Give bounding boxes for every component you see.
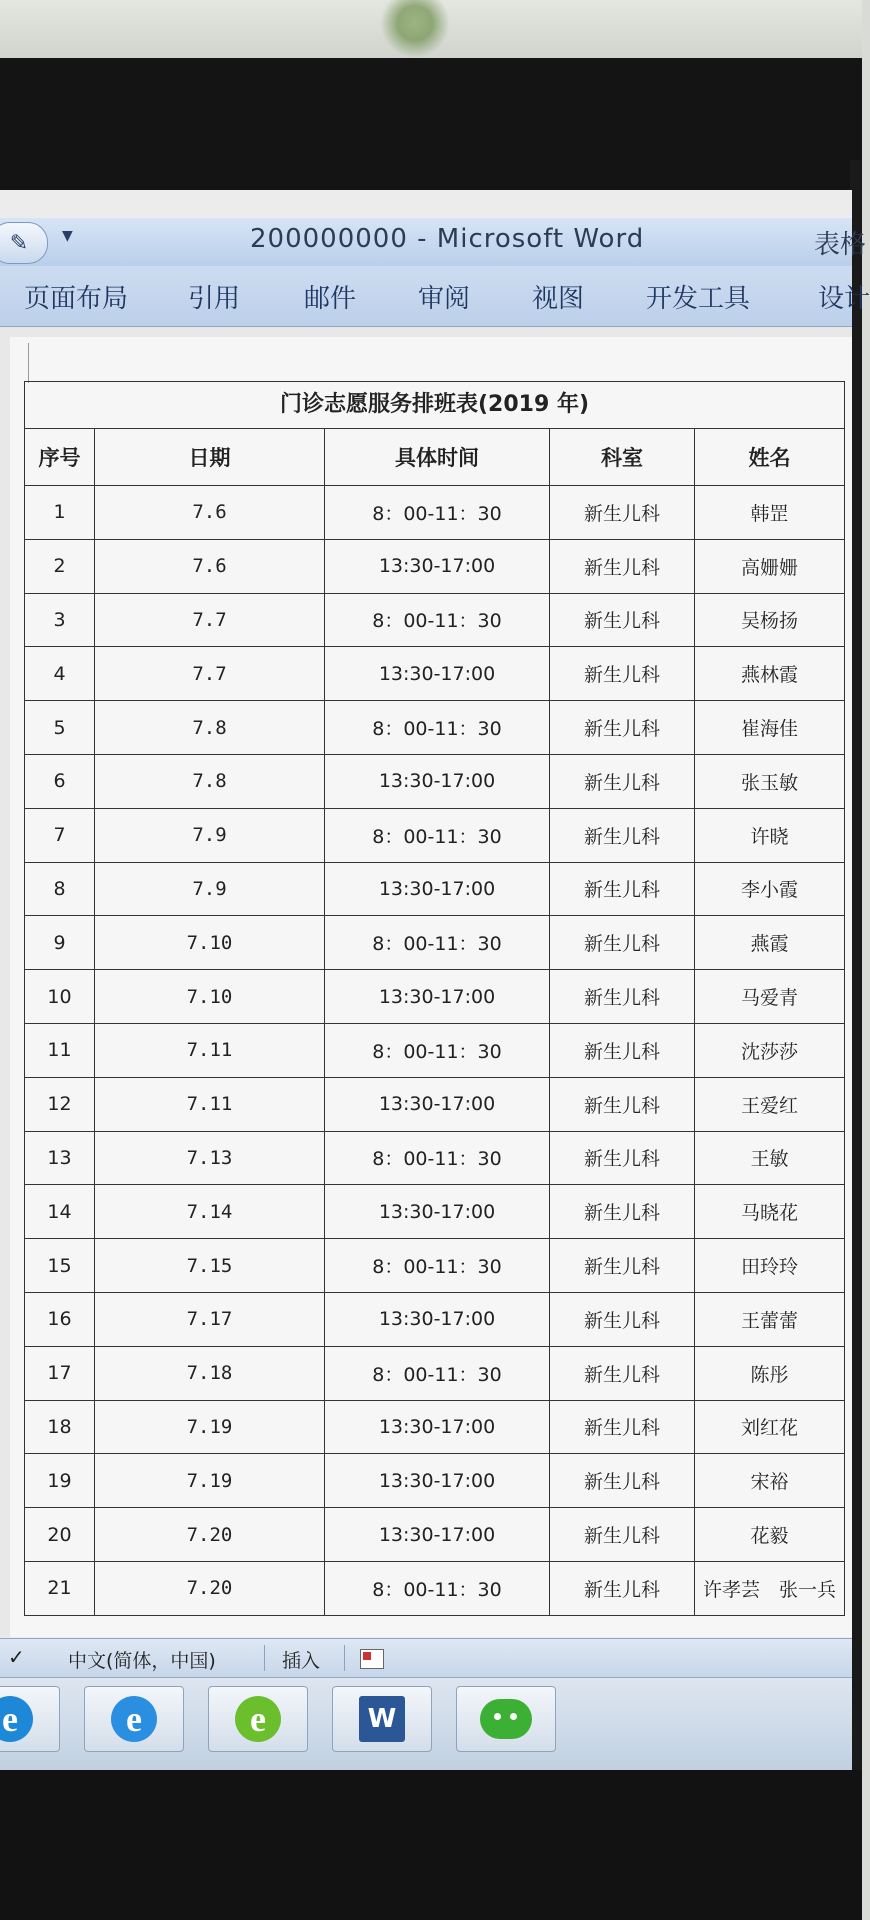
taskbar-ie-button-1[interactable] bbox=[0, 1686, 60, 1752]
cell-name[interactable]: 许晓 bbox=[695, 808, 845, 862]
cell-dept[interactable]: 新生儿科 bbox=[550, 539, 695, 593]
cell-date[interactable]: 7.7 bbox=[95, 593, 325, 647]
cell-dept[interactable]: 新生儿科 bbox=[550, 1239, 695, 1293]
tab-design[interactable]: 设计 bbox=[818, 284, 870, 314]
cell-no[interactable]: 4 bbox=[25, 647, 95, 701]
proofing-check-icon[interactable]: ✓ bbox=[8, 1645, 25, 1669]
cell-date[interactable]: 7.6 bbox=[95, 486, 325, 540]
quick-access-dropdown-icon[interactable]: ▼ bbox=[62, 228, 73, 244]
schedule-table[interactable] bbox=[24, 381, 845, 1616]
cell-date[interactable]: 7.7 bbox=[95, 647, 325, 701]
language-indicator[interactable]: 中文(简体，中国) bbox=[68, 1650, 216, 1672]
cell-no[interactable]: 12 bbox=[25, 1077, 95, 1131]
table-row bbox=[25, 1508, 845, 1562]
cell-date[interactable]: 7.9 bbox=[95, 862, 325, 916]
cell-date[interactable]: 7.11 bbox=[95, 1023, 325, 1077]
cell-time[interactable]: 8：00-11：30 bbox=[325, 1239, 550, 1293]
cell-date[interactable]: 7.20 bbox=[95, 1561, 325, 1615]
cell-dept[interactable]: 新生儿科 bbox=[550, 808, 695, 862]
cell-time[interactable]: 13:30-17:00 bbox=[325, 1292, 550, 1346]
monitor-bezel-bottom bbox=[0, 1770, 862, 1920]
cell-no[interactable]: 10 bbox=[25, 970, 95, 1024]
table-row bbox=[25, 808, 845, 862]
cell-dept[interactable]: 新生儿科 bbox=[550, 1131, 695, 1185]
word-icon: W bbox=[359, 1696, 405, 1742]
cell-dept[interactable]: 新生儿科 bbox=[550, 916, 695, 970]
cell-date[interactable]: 7.18 bbox=[95, 1346, 325, 1400]
cell-name[interactable]: 李小霞 bbox=[695, 862, 845, 916]
cell-name[interactable]: 王蕾蕾 bbox=[695, 1292, 845, 1346]
cell-name[interactable]: 燕霞 bbox=[695, 916, 845, 970]
cell-name[interactable]: 宋裕 bbox=[695, 1454, 845, 1508]
cell-dept[interactable]: 新生儿科 bbox=[550, 1400, 695, 1454]
title-bar bbox=[0, 218, 866, 267]
cell-name[interactable]: 燕林霞 bbox=[695, 647, 845, 701]
ie-icon: e bbox=[235, 1696, 281, 1742]
document-area bbox=[0, 327, 852, 1637]
plant-decoration bbox=[380, 0, 450, 58]
cell-name[interactable]: 陈彤 bbox=[695, 1346, 845, 1400]
taskbar bbox=[0, 1677, 852, 1776]
cell-time[interactable]: 8：00-11：30 bbox=[325, 486, 550, 540]
cell-time[interactable]: 13:30-17:00 bbox=[325, 1185, 550, 1239]
ie-icon: e bbox=[0, 1696, 33, 1742]
cell-no[interactable]: 14 bbox=[25, 1185, 95, 1239]
cell-name[interactable]: 马爱青 bbox=[695, 970, 845, 1024]
cell-time[interactable]: 8：00-11：30 bbox=[325, 1346, 550, 1400]
cell-time[interactable]: 8：00-11：30 bbox=[325, 916, 550, 970]
cell-no[interactable]: 8 bbox=[25, 862, 95, 916]
table-row bbox=[25, 539, 845, 593]
cell-time[interactable]: 13:30-17:00 bbox=[325, 1077, 550, 1131]
cell-no[interactable]: 2 bbox=[25, 539, 95, 593]
cell-name[interactable]: 王爱红 bbox=[695, 1077, 845, 1131]
cell-date[interactable]: 7.6 bbox=[95, 539, 325, 593]
tab-mailings[interactable]: 邮件 bbox=[304, 284, 357, 314]
cell-date[interactable]: 7.8 bbox=[95, 754, 325, 808]
cell-name[interactable]: 马晓花 bbox=[695, 1185, 845, 1239]
table-row bbox=[25, 754, 845, 808]
header-dept: 科室 bbox=[550, 429, 695, 486]
cell-name[interactable]: 吴杨扬 bbox=[695, 593, 845, 647]
table-row bbox=[25, 1023, 845, 1077]
header-no: 序号 bbox=[25, 429, 95, 486]
tab-review[interactable]: 审阅 bbox=[418, 284, 471, 314]
status-bar bbox=[0, 1638, 852, 1677]
cell-time[interactable]: 13:30-17:00 bbox=[325, 754, 550, 808]
cell-name[interactable]: 田玲玲 bbox=[695, 1239, 845, 1293]
cell-no[interactable]: 7 bbox=[25, 808, 95, 862]
table-row bbox=[25, 1454, 845, 1508]
cell-dept[interactable]: 新生儿科 bbox=[550, 1508, 695, 1562]
table-row bbox=[25, 1400, 845, 1454]
tab-developer[interactable]: 开发工具 bbox=[646, 284, 751, 314]
table-row bbox=[25, 647, 845, 701]
cell-time[interactable]: 13:30-17:00 bbox=[325, 1508, 550, 1562]
cell-no[interactable]: 11 bbox=[25, 1023, 95, 1077]
cell-no[interactable]: 3 bbox=[25, 593, 95, 647]
ie-icon: e bbox=[111, 1696, 157, 1742]
table-header-row bbox=[25, 429, 845, 486]
cell-dept[interactable]: 新生儿科 bbox=[550, 1023, 695, 1077]
table-row bbox=[25, 1131, 845, 1185]
cell-dept[interactable]: 新生儿科 bbox=[550, 862, 695, 916]
cell-date[interactable]: 7.14 bbox=[95, 1185, 325, 1239]
cell-time[interactable]: 8：00-11：30 bbox=[325, 593, 550, 647]
save-icon[interactable]: ✎ bbox=[0, 222, 48, 264]
cell-time[interactable]: 8：00-11：30 bbox=[325, 701, 550, 755]
header-name: 姓名 bbox=[695, 429, 845, 486]
table-row bbox=[25, 1561, 845, 1615]
cell-dept[interactable]: 新生儿科 bbox=[550, 486, 695, 540]
cell-no[interactable]: 18 bbox=[25, 1400, 95, 1454]
cell-no[interactable]: 21 bbox=[25, 1561, 95, 1615]
cell-time[interactable]: 8：00-11：30 bbox=[325, 1023, 550, 1077]
cell-name[interactable]: 花毅 bbox=[695, 1508, 845, 1562]
cell-time[interactable]: 13:30-17:00 bbox=[325, 647, 550, 701]
cell-time[interactable]: 13:30-17:00 bbox=[325, 1400, 550, 1454]
tab-page-layout[interactable]: 页面布局 bbox=[24, 284, 129, 314]
cell-name[interactable]: 沈莎莎 bbox=[695, 1023, 845, 1077]
cell-name[interactable]: 韩罡 bbox=[695, 486, 845, 540]
cell-no[interactable]: 13 bbox=[25, 1131, 95, 1185]
cell-no[interactable]: 16 bbox=[25, 1292, 95, 1346]
table-row bbox=[25, 701, 845, 755]
cell-date[interactable]: 7.10 bbox=[95, 916, 325, 970]
cell-no[interactable]: 17 bbox=[25, 1346, 95, 1400]
cell-dept[interactable]: 新生儿科 bbox=[550, 1077, 695, 1131]
monitor-bezel-top bbox=[0, 58, 862, 198]
cell-dept[interactable]: 新生儿科 bbox=[550, 754, 695, 808]
taskbar-ie-button-3[interactable] bbox=[208, 1686, 308, 1752]
cell-dept[interactable]: 新生儿科 bbox=[550, 1561, 695, 1615]
cell-time[interactable]: 8：00-11：30 bbox=[325, 1561, 550, 1615]
cell-dept[interactable]: 新生儿科 bbox=[550, 593, 695, 647]
table-row bbox=[25, 1185, 845, 1239]
cell-dept[interactable]: 新生儿科 bbox=[550, 1346, 695, 1400]
cell-no[interactable]: 15 bbox=[25, 1239, 95, 1293]
cell-name[interactable]: 刘红花 bbox=[695, 1400, 845, 1454]
cell-no[interactable]: 5 bbox=[25, 701, 95, 755]
document-page[interactable] bbox=[10, 337, 852, 1637]
cell-date[interactable]: 7.15 bbox=[95, 1239, 325, 1293]
cell-time[interactable]: 8：00-11：30 bbox=[325, 1131, 550, 1185]
cell-date[interactable]: 7.19 bbox=[95, 1454, 325, 1508]
contextual-tab-title: 表格 bbox=[813, 230, 866, 260]
cell-date[interactable]: 7.17 bbox=[95, 1292, 325, 1346]
status-divider bbox=[344, 1645, 345, 1671]
cell-date[interactable]: 7.11 bbox=[95, 1077, 325, 1131]
cell-date[interactable]: 7.9 bbox=[95, 808, 325, 862]
taskbar-word-button[interactable] bbox=[332, 1686, 432, 1752]
cell-name[interactable]: 高姗姗 bbox=[695, 539, 845, 593]
cell-time[interactable]: 13:30-17:00 bbox=[325, 862, 550, 916]
cell-dept[interactable]: 新生儿科 bbox=[550, 647, 695, 701]
window-title: 200000000 - Microsoft Word bbox=[250, 224, 645, 254]
header-date: 日期 bbox=[95, 429, 325, 486]
cell-date[interactable]: 7.10 bbox=[95, 970, 325, 1024]
table-row bbox=[25, 1239, 845, 1293]
cell-dept[interactable]: 新生儿科 bbox=[550, 701, 695, 755]
cell-dept[interactable]: 新生儿科 bbox=[550, 1454, 695, 1508]
cell-no[interactable]: 6 bbox=[25, 754, 95, 808]
cell-time[interactable]: 8：00-11：30 bbox=[325, 808, 550, 862]
cell-name[interactable]: 张玉敏 bbox=[695, 754, 845, 808]
macro-record-icon[interactable] bbox=[360, 1649, 384, 1669]
cell-dept[interactable]: 新生儿科 bbox=[550, 1292, 695, 1346]
cell-date[interactable]: 7.13 bbox=[95, 1131, 325, 1185]
cell-name[interactable]: 许孝芸 张一兵 bbox=[695, 1561, 845, 1615]
cell-no[interactable]: 20 bbox=[25, 1508, 95, 1562]
table-row bbox=[25, 1346, 845, 1400]
cell-no[interactable]: 19 bbox=[25, 1454, 95, 1508]
tab-references[interactable]: 引用 bbox=[188, 284, 241, 314]
wechat-icon bbox=[480, 1699, 532, 1739]
taskbar-ie-button-2[interactable] bbox=[84, 1686, 184, 1752]
header-time: 具体时间 bbox=[325, 429, 550, 486]
cell-time[interactable]: 13:30-17:00 bbox=[325, 1454, 550, 1508]
table-row bbox=[25, 862, 845, 916]
cell-dept[interactable]: 新生儿科 bbox=[550, 1185, 695, 1239]
cell-date[interactable]: 7.8 bbox=[95, 701, 325, 755]
table-row bbox=[25, 1292, 845, 1346]
cell-dept[interactable]: 新生儿科 bbox=[550, 970, 695, 1024]
ribbon-tabs bbox=[0, 266, 870, 327]
cell-time[interactable]: 13:30-17:00 bbox=[325, 539, 550, 593]
table-row bbox=[25, 1077, 845, 1131]
table-row bbox=[25, 916, 845, 970]
insert-mode-indicator[interactable]: 插入 bbox=[282, 1650, 321, 1672]
table-row bbox=[25, 486, 845, 540]
table-row bbox=[25, 593, 845, 647]
vertical-ruler bbox=[10, 343, 29, 383]
cell-no[interactable]: 1 bbox=[25, 486, 95, 540]
status-divider bbox=[264, 1645, 265, 1671]
tab-view[interactable]: 视图 bbox=[532, 284, 585, 314]
taskbar-wechat-button[interactable] bbox=[456, 1686, 556, 1752]
cell-name[interactable]: 王敏 bbox=[695, 1131, 845, 1185]
cell-no[interactable]: 9 bbox=[25, 916, 95, 970]
cell-date[interactable]: 7.20 bbox=[95, 1508, 325, 1562]
cell-time[interactable]: 13:30-17:00 bbox=[325, 970, 550, 1024]
cell-date[interactable]: 7.19 bbox=[95, 1400, 325, 1454]
cell-name[interactable]: 崔海佳 bbox=[695, 701, 845, 755]
screen bbox=[0, 190, 870, 1775]
table-row bbox=[25, 970, 845, 1024]
table-title: 门诊志愿服务排班表(2019 年) bbox=[24, 381, 845, 428]
